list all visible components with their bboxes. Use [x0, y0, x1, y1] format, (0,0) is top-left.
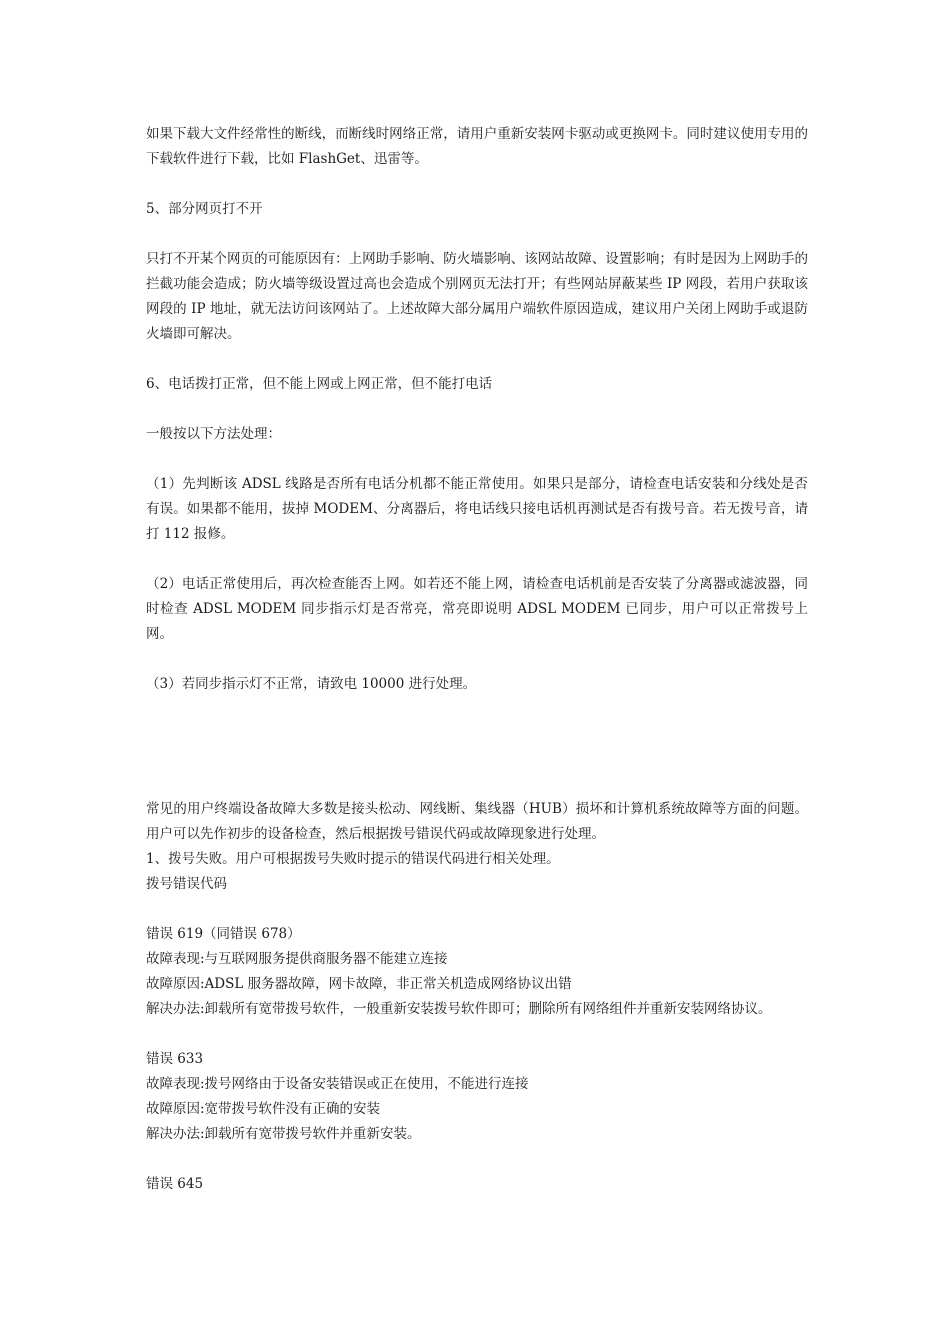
error-solution: 解决办法:卸载所有宽带拨号软件，一般重新安装拨号软件即可；删除所有网络组件并重新安装网络协议。 [146, 1001, 772, 1017]
paragraph-step-1: （1）先判断该 ADSL 线路是否所有电话分机都不能正常使用。如果只是部分，请检查电话安装和分线处是否有误。如果都不能用，拔掉 MODEM、分离器后，将电话线只接电话机再测试是否有拨号音。若无拨号音，请打 112 报修。 [146, 476, 808, 542]
error-code: 错误 645 [146, 1176, 204, 1192]
heading-section-6: 6、电话拨打正常，但不能上网或上网正常，但不能打电话 [146, 376, 493, 392]
paragraph-step-2: （2）电话正常使用后，再次检查能否上网。如若还不能上网，请检查电话机前是否安装了分离器或滤波器，同时检查 ADSL MODEM 同步指示灯是否常亮，常亮即说明 ADSL MODEM 已同步，用户可以正常拨号上网。 [146, 576, 808, 642]
error-code: 错误 633 [146, 1051, 204, 1067]
list-item-dial-failure: 1、拨号失败。用户可根据拨号失败时提示的错误代码进行相关处理。 [146, 851, 560, 867]
paragraph-download-disconnect: 如果下载大文件经常性的断线，而断线时网络正常，请用户重新安装网卡驱动或更换网卡。同时建议使用专用的下载软件进行下载，比如 FlashGet、迅雷等。 [146, 126, 808, 167]
heading-error-codes: 拨号错误代码 [146, 876, 227, 892]
error-cause: 故障原因:宽带拨号软件没有正确的安装 [146, 1101, 381, 1117]
error-block-633 [146, 1047, 808, 1147]
paragraph-webpage-causes: 只打不开某个网页的可能原因有：上网助手影响、防火墙影响、该网站故障、设置影响；有时是因为上网助手的拦截功能会造成；防火墙等级设置过高也会造成个别网页无法打开；有些网站屏蔽某些 IP 网段，若用户获取该网段的 IP 地址，就无法访问该网站了。上述故障大部分属用户端软件原因造成，建议用户关闭上网助手或退防火墙即可解决。 [146, 251, 808, 342]
paragraph-terminal-faults: 常见的用户终端设备故障大多数是接头松动、网线断、集线器（HUB）损坏和计算机系统故障等方面的问题。用户可以先作初步的设备检查，然后根据拨号错误代码或故障现象进行处理。 [146, 801, 808, 842]
document-page [146, 122, 808, 1197]
error-cause: 故障原因:ADSL 服务器故障，网卡故障，非正常关机造成网络协议出错 [146, 976, 572, 992]
error-block-619 [146, 922, 808, 1022]
paragraph-general-method: 一般按以下方法处理： [146, 426, 281, 442]
error-solution: 解决办法:卸载所有宽带拨号软件并重新安装。 [146, 1126, 421, 1142]
paragraph-step-3: （3）若同步指示灯不正常，请致电 10000 进行处理。 [146, 676, 477, 692]
error-block-645 [146, 1172, 808, 1197]
error-code: 错误 619（同错误 678） [146, 926, 301, 942]
error-symptom: 故障表现:与互联网服务提供商服务器不能建立连接 [146, 951, 448, 967]
heading-section-5: 5、部分网页打不开 [146, 201, 263, 217]
error-symptom: 故障表现:拨号网络由于设备安装错误或正在使用，不能进行连接 [146, 1076, 529, 1092]
